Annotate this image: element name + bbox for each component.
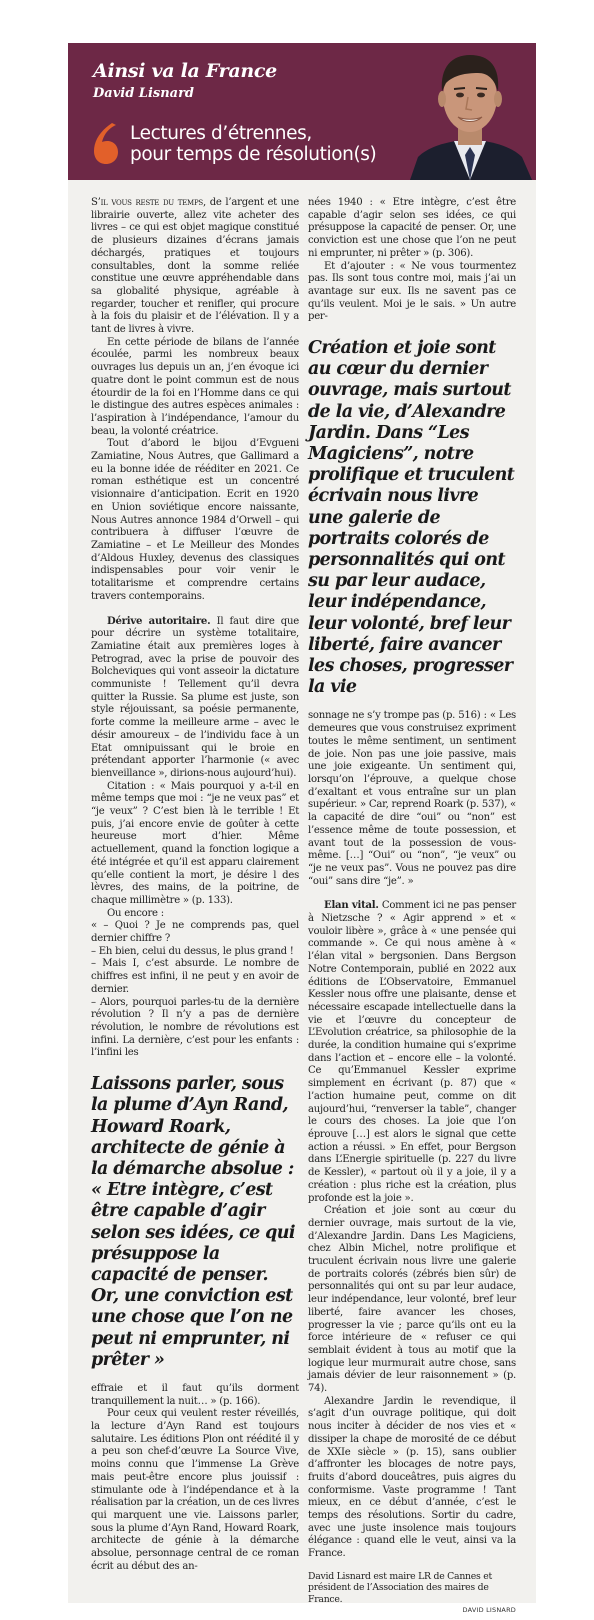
paragraph: effraie et il faut qu’ils dorment tranquillement la nuit… » (p. 166). — [91, 1382, 299, 1407]
paragraph-section — [91, 616, 299, 781]
paragraph: Citation : « Mais pourquoi y a-t-il en même temps que moi : “je ne veux pas” et “je veux” ? C’est bien là le terrible ! Et puis, j’ai encore envie de goûter à cette heureuse mort d’hier. Même actuellement, quand la fonction logique a été intégrée et qu’il est apparu clairement qu’elle contient la mort, je désire l des lèvres, des mains, de la poitrine, de chaque millimètre » (p. 133). — [91, 780, 299, 906]
article-header — [68, 43, 536, 180]
section-text: Il faut dire que pour décrire un système totalitaire, Zamiatine était aux premières loges à Petrograd, avec la prise de pouvoir des Bolcheviques qui vont asseoir la dictature communiste ! Tellement qu’il devra quitter la Russie. Sa plume est juste, son style réjouissant, sa poésie permanente, forte comme la meilleure arme – avec le désir amoureux – de l’individu face à un Etat omnipuissant qui le broie en prétendant apporter l’harmonie (« avec bienveillance », dirions-nous aujourd’hui). — [91, 615, 299, 779]
paragraph: Alexandre Jardin le revendique, il s’agit d’un ouvrage politique, qui doit nous inciter à décider de nos vies et « dissiper la chape de morosité de ce début de XXIe siècle » (p. 15), sans oublier d’affronter les blocages de notre pays, fruits d’abord douceâtres, puis aigres du conformisme. Vaste programme ! Tant mieux, en ce début d’année, c’est le temps des résolutions. Sortir du cadre, avec une juste insolence mais toujours élégance : quand elle le veut, ainsi va la France. — [308, 1395, 516, 1560]
pull-quote: Laissons parler, sous la plume d’Ayn Rand, Howard Roark, architecte de génie à la démarche absolue : « Etre intègre, c’est être capable d’agir selon ses idées, ce qui présuppose la capacité de penser. Or, une conviction est une chose que l’on ne peut ni emprunter, ni prêter » — [91, 1074, 295, 1370]
paragraph: – Mais I, c’est absurde. Le nombre de chiffres est infini, il ne peut y en avoir de dernier. — [91, 958, 299, 995]
paragraph: Ou encore : — [107, 907, 164, 919]
paragraph: Tout d’abord le bijou d’Evgueni Zamiatine, Nous Autres, que Gallimard a eu la bonne idée de rééditer en 2021. Ce roman esthétique est un concentré visionnaire d’anticipation. Ecrit en 1920 en Union soviétique encore naissante, Nous Autres annonce 1984 d’Orwell – qui contribuera à diffuser l’œuvre de Zamiatine – et Le Meilleur des Mondes d’Aldous Huxley, devenus des classiques indispensables pour voir venir le totalitarisme et comprendre certains travers contemporains. — [91, 438, 299, 602]
section-heading: Dérive autoritaire. — [107, 615, 211, 627]
intro-text: , de l’argent et une librairie ouverte, allez vite acheter des livres – ce qui est objet magique constitué de plusieurs dizaines d’écrans jamais déchargés, pratiques et toujours consultables, dont la somme reliée constitue une œuvre appréhendable dans sa globalité physique, agréable à regarder, toucher et renifler, qui procure à la fois du plaisir et de l’élévation. Il y a tant de livres à vivre. — [91, 197, 299, 336]
rubric-title: Ainsi va la France — [93, 60, 277, 82]
headline-line-2: pour temps de résolution(s) — [130, 144, 377, 165]
intro-lead: S’il vous reste du temps — [91, 197, 203, 208]
paragraph: sonnage ne s’y trompe pas (p. 516) : « Les demeures que vous construisez expriment toutes le même sentiment, un sentiment de joie. Non pas une joie passive, mais une joie exigeante. Un sentiment qui, lorsqu’on l’éprouve, a quelque chose d’exaltant et vous entraîne sur un plan supérieur. » Car, reprend Roark (p. 537), « la capacité de dire “oui” ou “non” est l’essence même de toute possession, et avant tout de la possession de vous-même. […] “Oui” ou “non”, “je veux” ou “je ne veux pas”. Vous ne pouvez pas dire “oui” sans dire “je”. » — [308, 710, 516, 887]
headline-line-1: Lectures d’étrennes, — [130, 123, 312, 144]
paragraph: – Eh bien, celui du dessus, le plus grand ! — [91, 945, 294, 957]
paragraph-intro — [91, 197, 299, 337]
author-bio: David Lisnard est maire LR de Cannes et président de l’Association des maires de France. — [308, 1570, 493, 1605]
paragraph: Et d’ajouter : « Ne vous tourmentez pas. Ils sont tous contre moi, mais j’ai un avantage sur eux. Ils ne savent pas ce qu’ils veulent. Moi je le sais. » Un autre per- — [308, 260, 516, 323]
article-headline — [130, 123, 376, 165]
paragraph: – Alors, pourquoi parles-tu de la dernière révolution ? Il n’y a pas de dernière révolution, le nombre de révolutions est infini. La dernière, c’est pour les enfants : l’infini les — [91, 996, 299, 1059]
paragraph: « – Quoi ? Je ne comprends pas, quel dernier chiffre ? — [91, 920, 299, 945]
paragraph: Création et joie sont au cœur du dernier ouvrage, mais surtout de la vie, d’Alexandre Jardin. Dans Les Magiciens, chez Albin Michel, notre prolifique et truculent écrivain nous livre une galerie de portraits colorés (zébrés bien sûr) de personnalités qui ont su par leur audace, leur indépendance, leur volonté, bref leur liberté, faire avancer les choses, progresser la vie ; parce qu’ils ont eu la force intérieure de « refuser ce qui semblait évident à tous au motif que la logique leur murmurait autre chose, sans jamais dévier de leur raisonnement » (p. 74). — [308, 1205, 516, 1395]
photo-credit: DAVID LISNARD — [462, 1606, 516, 1614]
article-column-right — [308, 197, 516, 1605]
section-text: Comment ici ne pas penser à Nietzsche ? « Agir apprend » et « vouloir libère », grâce à « une pensée qui commande ». Ce qui nous amène à « l’élan vital » bergsonien. Dans Bergson Notre Contemporain, publié en 2022 aux éditions de L’Observatoire, Emmanuel Kessler nous offre une plaisante, dense et nécessaire escapade intellectuelle dans la vie et l’œuvre du concepteur de L’Evolution créatrice, sa philosophie de la durée, la condition humaine qui s’exprime dans l’action et – encore elle – la volonté. Ce qu’Emmanuel Kessler exprime simplement en écrivant (p. 87) que « l’action humaine peut, comme on dit aujourd’hui, “renverser la table”, changer le cours des choses. La joie que l’on éprouve […] est alors le signal que cette action a réussi. » En effet, pour Bergson dans L’Energie spirituelle (p. 227 du livre de Kessler), « partout où il y a joie, il y a création : plus riche est la création, plus profonde est la joie ». — [308, 900, 516, 1204]
pull-quote: Création et joie sont au cœur du dernier ouvrage, mais surtout de la vie, d’Alexandre Jardin. Dans “Les Magiciens”, notre prolifique et truculent écrivain nous livre une galerie de portraits colorés de personnalités qui ont su par leur audace, leur indépendance, leur volonté, bref leur liberté, faire avancer les choses, progresser la vie — [308, 338, 515, 698]
author-byline: David Lisnard — [93, 86, 195, 101]
author-portrait — [404, 43, 536, 180]
paragraph: En cette période de bilans de l’année écoulée, parmi les nombreux beaux ouvrages lus depuis un an, j’en évoque ici quatre dont le point commun est de nous étourdir de la foi en l’Homme dans ce qui le distingue des autres espèces animales : l’aspiration à l’indépendance, l’amour du beau, la volonté créatrice. — [91, 336, 299, 437]
paragraph: nées 1940 : « Etre intègre, c’est être capable d’agir selon ses idées, ce qui présuppose la capacité de penser. Or, une conviction est une chose que l’on ne peut ni emprunter, ni prêter » (p. 306). — [308, 197, 516, 259]
paragraph: Pour ceux qui veulent rester réveillés, la lecture d’Ayn Rand est toujours salutaire. Les éditions Plon ont réédité il y a peu son chef-d’œuvre La Source Vive, moins connu que l’immense La Grève mais peut-être encore plus jouissif : stimulante ode à l’indépendance et à la réalisation par la création, un de ces livres qui marquent une vie. Laissons parler, sous la plume d’Ayn Rand, Howard Roark, architecte de génie à la démarche absolue, personnage central de ce roman écrit au début des an- — [91, 1408, 300, 1572]
article-column-left — [91, 197, 299, 1574]
quote-mark-icon — [90, 121, 122, 165]
section-heading: Elan vital. — [324, 900, 379, 912]
paragraph-section — [308, 900, 516, 1205]
